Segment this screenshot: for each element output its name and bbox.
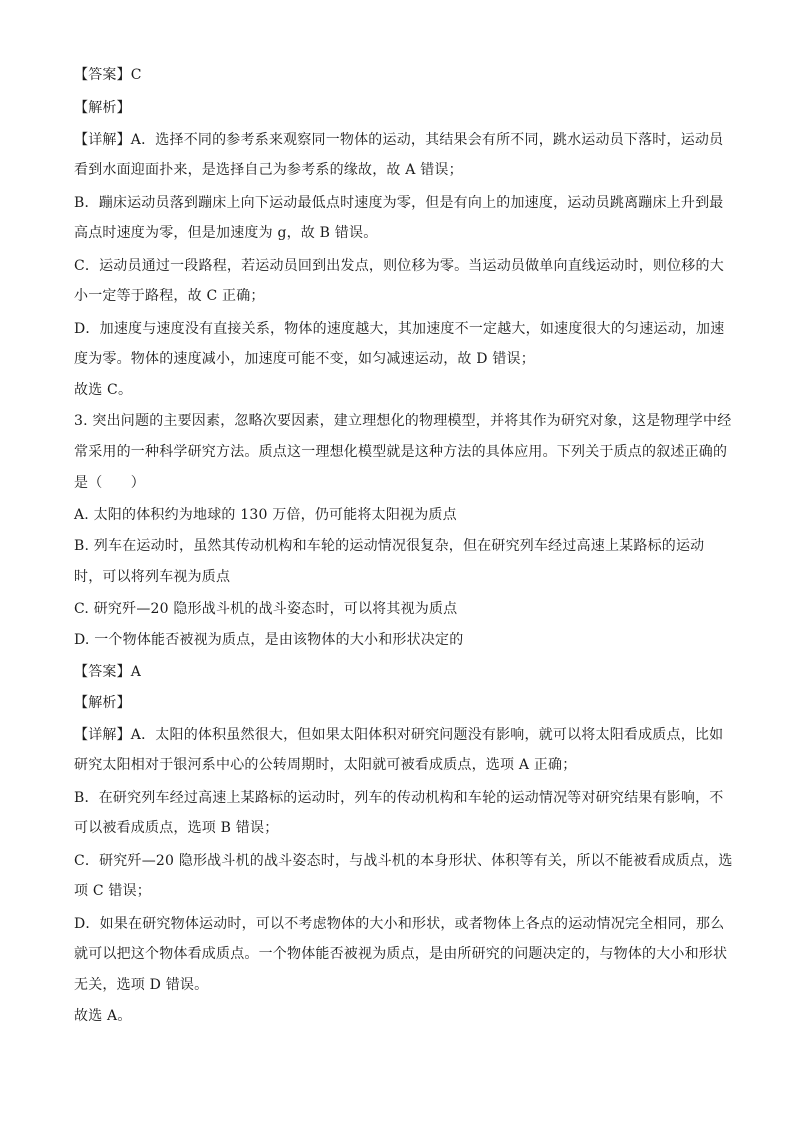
option-d: D. 一个物体能否被视为质点，是由该物体的大小和形状决定的 [74,632,464,648]
explanation-line: 【详解】A．太阳的体积虽然很大，但如果太阳体积对研究问题没有影响，就可以将太阳看成质点，比如 [74,727,724,743]
explanation-line: 项 C 错误； [74,883,152,899]
question-3-stem: 是（ ） [74,475,145,491]
explanation-line: 【详解】A．选择不同的参考系来观察同一物体的运动，其结果会有所不同，跳水运动员下落时，运动员 [74,132,724,148]
analysis-label-1: 【解析】 [74,100,131,116]
question-3-stem: 3. 突出问题的主要因素，忽略次要因素，建立理想化的物理模型，并将其作为研究对象，这是物理学中经 [74,413,732,429]
explanation-line: C．研究歼—20 隐形战斗机的战斗姿态时，与战斗机的本身形状、体积等有关，所以不能被看成质点，选 [74,853,733,869]
explanation-line: 小一定等于路程，故 C 正确； [74,288,265,304]
explanation-line: B．蹦床运动员落到蹦床上向下运动最低点时速度为零，但是有向上的加速度，运动员跳离蹦床上升到最 [74,195,724,211]
explanation-line: 研究太阳相对于银河系中心的公转周期时，太阳就可被看成质点，选项 A 正确； [74,757,577,773]
explanation-line: 看到水面迎面扑来，是选择自己为参考系的缘故，故 A 错误； [74,162,463,178]
option-b-continued: 时，可以将列车视为质点 [74,569,231,585]
analysis-label-2: 【解析】 [74,695,131,711]
question-3-stem: 常采用的一种科学研究方法。质点这一理想化模型就是这种方法的具体应用。下列关于质点的叙述正确的 [74,444,728,460]
explanation-line: 无关，选项 D 错误。 [74,977,209,993]
explanation-line: 就可以把这个物体看成质点。一个物体能否被视为质点，是由所研究的问题决定的，与物体的大小和形状 [74,946,728,962]
explanation-line: B．在研究列车经过高速上某路标的运动时，列车的传动机构和车轮的运动情况等对研究结果有影响，不 [74,790,724,806]
conclusion-line-1: 故选 C。 [74,382,133,398]
option-b: B. 列车在运动时，虽然其传动机构和车轮的运动情况很复杂，但在研究列车经过高速上某路标的运动 [74,538,705,554]
explanation-line: C．运动员通过一段路程，若运动员回到出发点，则位移为零。当运动员做单向直线运动时，则位移的大 [74,258,724,274]
option-c: C. 研究歼—20 隐形战斗机的战斗姿态时，可以将其视为质点 [74,601,458,617]
explanation-line: D．加速度与速度没有直接关系，物体的速度越大，其加速度不一定越大，如速度很大的匀速运动，加速 [74,321,725,337]
conclusion-line-2: 故选 A。 [74,1008,132,1024]
answer-label-2: 【答案】A [74,664,142,680]
answer-label-1: 【答案】C [74,67,142,83]
option-a: A. 太阳的体积约为地球的 130 万倍，仍可能将太阳视为质点 [74,507,457,523]
explanation-line: 高点时速度为零，但是加速度为 g，故 B 错误。 [74,225,378,241]
explanation-line: D．如果在研究物体运动时，可以不考虑物体的大小和形状，或者物体上各点的运动情况完全相同，那么 [74,916,725,932]
explanation-line: 度为零。物体的速度减小，加速度可能不变，如匀减速运动，故 D 错误； [74,351,535,367]
explanation-line: 可以被看成质点，选项 B 错误； [74,820,279,836]
